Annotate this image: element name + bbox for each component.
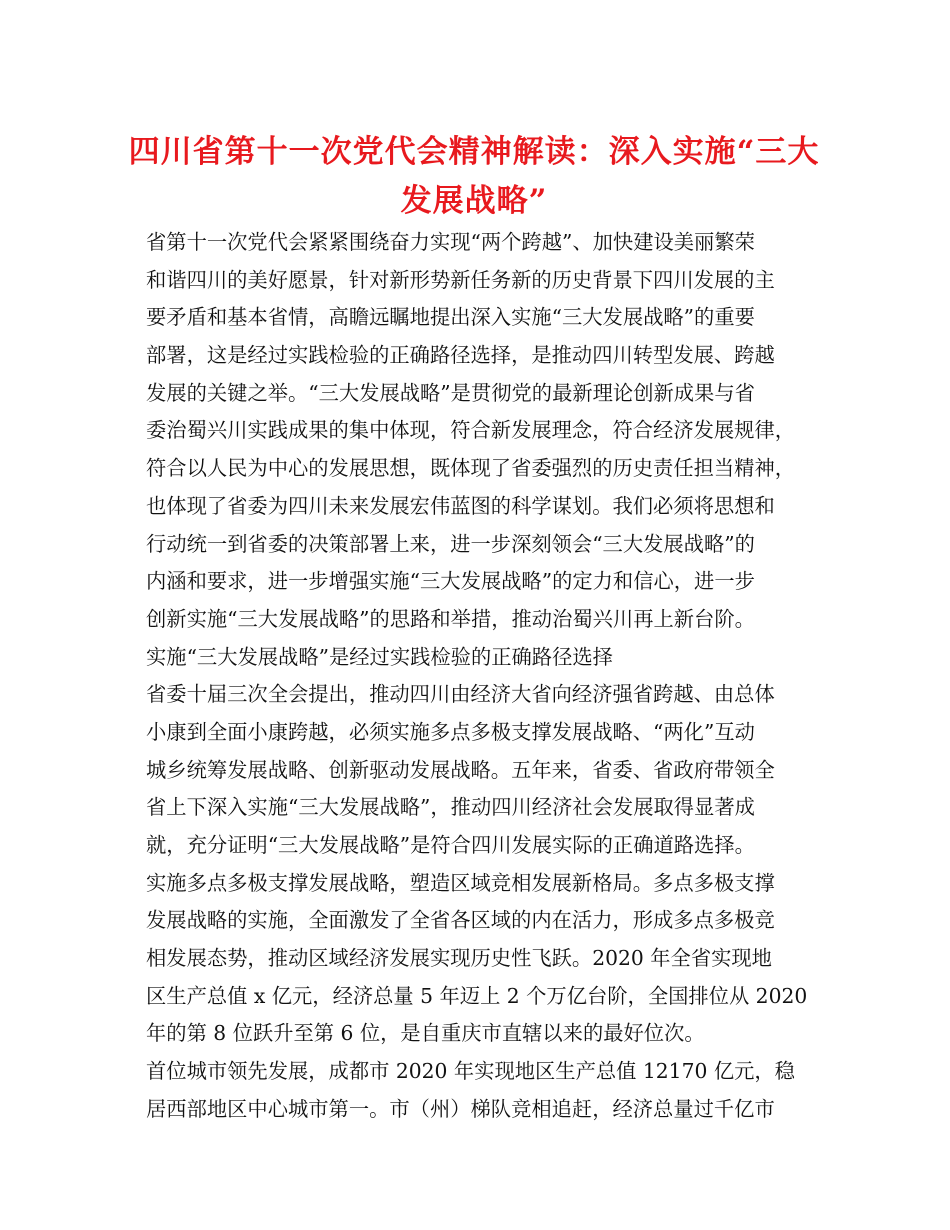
body-line: 发展战略的实施，全面激发了全省各区域的内在活力，形成多点多极竞 <box>146 908 775 933</box>
body-line: 要矛盾和基本省情，高瞻远瞩地提出深入实施“三大发展战略”的重要 <box>146 305 755 330</box>
body-line: 首位城市领先发展，成都市 2020 年实现地区生产总值 12170 亿元，稳 <box>146 1059 795 1084</box>
body-line: 相发展态势，推动区域经济发展实现历史性飞跃。2020 年全省实现地 <box>146 946 772 971</box>
body-line: 小康到全面小康跨越，必须实施多点多极支撑发展战略、“两化”互动 <box>146 719 755 744</box>
body-line: 省委十届三次全会提出，推动四川由经济大省向经济强省跨越、由总体 <box>146 682 775 707</box>
body-line: 就，充分证明“三大发展战略”是符合四川发展实际的正确道路选择。 <box>146 833 755 857</box>
body-line: 委治蜀兴川实践成果的集中体现，符合新发展理念，符合经济发展规律， <box>146 418 796 443</box>
body-line: 内涵和要求，进一步增强实施“三大发展战略”的定力和信心，进一步 <box>146 569 755 594</box>
document-body <box>146 224 826 1129</box>
body-line: 发展的关键之举。“三大发展战略”是贯彻党的最新理论创新成果与省 <box>146 380 755 405</box>
body-line: 也体现了省委为四川未来发展宏伟蓝图的科学谋划。我们必须将思想和 <box>146 493 775 518</box>
body-line: 区生产总值 x 亿元，经济总量 5 年迈上 2 个万亿台阶，全国排位从 2020 <box>146 983 808 1008</box>
section-heading: 实施“三大发展战略”是经过实践检验的正确路径选择 <box>146 644 613 669</box>
body-line: 行动统一到省委的决策部署上来，进一步深刻领会“三大发展战略”的 <box>146 531 755 556</box>
body-line: 居西部地区中心城市第一。市（州）梯队竞相追赶，经济总量过千亿市 <box>146 1096 775 1121</box>
body-line: 符合以人民为中心的发展思想，既体现了省委强烈的历史责任担当精神， <box>146 456 796 481</box>
body-line: 和谐四川的美好愿景，针对新形势新任务新的历史背景下四川发展的主 <box>146 267 775 292</box>
body-line: 省第十一次党代会紧紧围绕奋力实现“两个跨越”、加快建设美丽繁荣 <box>146 230 755 254</box>
body-line: 实施多点多极支撑发展战略，塑造区域竞相发展新格局。多点多极支撑 <box>146 870 775 895</box>
body-line: 省上下深入实施“三大发展战略”，推动四川经济社会发展取得显著成 <box>146 795 755 820</box>
body-line: 城乡统筹发展战略、创新驱动发展战略。五年来，省委、省政府带领全 <box>146 757 775 782</box>
body-line: 部署，这是经过实践检验的正确路径选择，是推动四川转型发展、跨越 <box>146 343 775 368</box>
body-line: 创新实施“三大发展战略”的思路和举措，推动治蜀兴川再上新台阶。 <box>146 606 755 631</box>
document-title: 四川省第十一次党代会精神解读：深入实施“三大发展战略” <box>128 134 820 219</box>
body-line: 年的第 8 位跃升至第 6 位，是自重庆市直辖以来的最好位次。 <box>146 1021 705 1046</box>
